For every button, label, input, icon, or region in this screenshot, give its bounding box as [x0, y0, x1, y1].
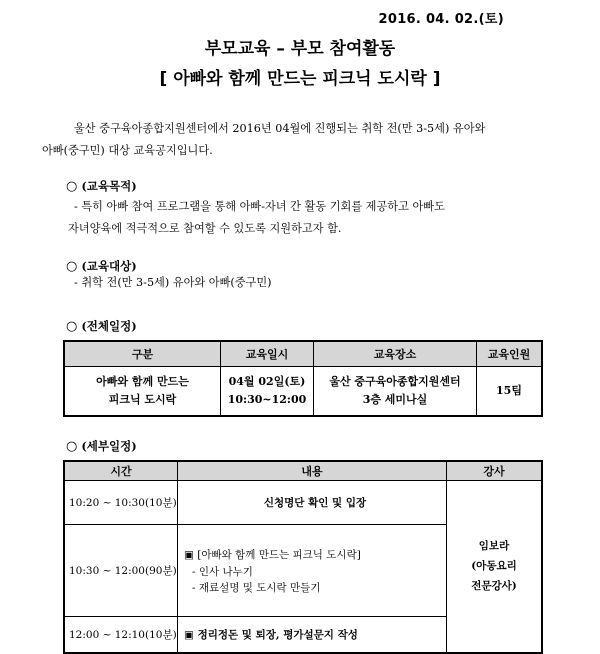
- overall-heading-text: (전체일정): [81, 319, 137, 333]
- intro-line-2: 아빠(중구민) 대상 교육공지입니다.: [42, 144, 213, 157]
- header-datetime: 교육일시: [221, 341, 314, 367]
- target-paragraph: [74, 272, 594, 294]
- header-category: 구분: [64, 341, 221, 367]
- header-place: 교육장소: [314, 341, 477, 367]
- goal-line-2: 자녀양육에 적극적으로 참여할 수 있도록 지원하고자 함.: [68, 222, 342, 235]
- content-title-text: [아빠와 함께 만드는 피크닉 도시락]: [197, 548, 361, 561]
- content-sub-1: - 인사 나누기: [192, 565, 253, 578]
- goal-paragraph: [68, 196, 568, 240]
- time-cell: 10:30 ~ 12:00(90분): [64, 525, 178, 617]
- place-line-2: 3층 세미나실: [362, 393, 428, 406]
- content-sub-2: - 재료설명 및 도시락 만들기: [192, 581, 321, 594]
- detail-bullet: ○: [66, 439, 78, 454]
- target-heading-text: (교육대상): [81, 259, 137, 273]
- table-header-row: [64, 341, 542, 367]
- table-row: [64, 367, 542, 417]
- header-time: 시간: [64, 461, 178, 481]
- time-cell: 10:20 ~ 10:30(10분): [64, 481, 178, 525]
- intro-line-1: 울산 중구육아종합지원센터에서 2016년 04월에 진행되는 취학 전(만 3-5세) 유아와: [74, 122, 486, 135]
- document-date: 2016. 04. 02.(토): [378, 12, 504, 27]
- intro-paragraph: [42, 118, 562, 162]
- detail-heading: [66, 438, 137, 454]
- box-marker-icon: ▣: [184, 548, 194, 561]
- goal-bullet: ○: [66, 179, 78, 194]
- header-content: 내용: [178, 461, 447, 481]
- program-cell: [64, 367, 221, 417]
- instructor-role-1: (아동요리: [471, 560, 517, 573]
- detail-heading-text: (세부일정): [81, 439, 137, 453]
- box-marker-icon: ▣: [184, 628, 194, 641]
- instructor-cell: [447, 481, 543, 653]
- goal-heading-text: (교육목적): [81, 179, 137, 193]
- header-instructor: 강사: [447, 461, 543, 481]
- overall-bullet: ○: [66, 319, 78, 334]
- table-row: [64, 481, 542, 525]
- content-cell: [178, 617, 447, 653]
- instructor-role-2: 전문강사): [471, 580, 517, 593]
- content-cell: [178, 525, 447, 617]
- goal-line-1: - 특히 아빠 참여 프로그램을 통해 아빠-자녀 간 활동 기회를 제공하고 아빠도: [74, 200, 445, 213]
- place-cell: [314, 367, 477, 417]
- target-line-1: - 취학 전(만 3-5세) 유아와 아빠(중구민): [74, 276, 272, 289]
- content-cell: 신청명단 확인 및 입장: [178, 481, 447, 525]
- people-cell: 15팀: [477, 367, 543, 417]
- overall-schedule-table: [63, 340, 543, 417]
- program-line-2: 피크닉 도시락: [108, 393, 177, 406]
- page-subtitle: [ 아빠와 함께 만드는 피크닉 도시락 ]: [159, 69, 441, 89]
- datetime-cell: [221, 367, 314, 417]
- content-title: [184, 546, 446, 564]
- page-title: 부모교육 – 부모 참여활동: [204, 39, 396, 59]
- table-header-row: [64, 461, 542, 481]
- date-line-1: 04월 02일(토): [228, 375, 306, 388]
- instructor-name: 임보라: [478, 540, 510, 553]
- content-title-text: 정리정돈 및 퇴장, 평가설문지 작성: [197, 628, 358, 641]
- place-line-1: 울산 중구육아종합지원센터: [329, 375, 461, 388]
- overall-heading: [66, 318, 137, 334]
- date-line-2: 10:30~12:00: [227, 393, 307, 406]
- goal-heading: [66, 178, 137, 194]
- header-people: 교육인원: [477, 341, 543, 367]
- time-cell: 12:00 ~ 12:10(10분): [64, 617, 178, 653]
- program-line-1: 아빠와 함께 만드는: [96, 375, 189, 388]
- detail-schedule-table: [63, 460, 543, 654]
- target-bullet: ○: [66, 259, 78, 274]
